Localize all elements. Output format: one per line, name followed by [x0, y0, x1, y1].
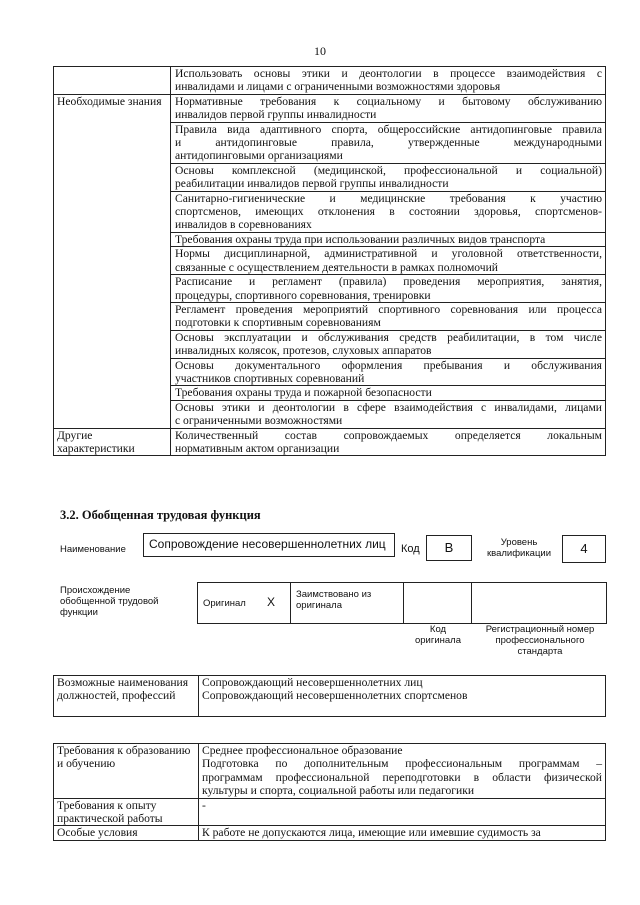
content-line: Нормы дисциплинарной, административной и уголовной ответственности, — [175, 247, 602, 261]
content-line: Количественный состав сопровождаемых определяется локальным — [175, 428, 602, 442]
content-line: культуры и спорта, социальной работы или педагогики — [202, 784, 475, 798]
origin-divider-2 — [403, 582, 404, 623]
content-line: Основы эксплуатации и обслуживания средств реабилитации, в том числе — [175, 330, 602, 344]
titles-values — [199, 676, 606, 717]
content-line: и антидопинговые правила, утвержденные международными — [175, 136, 602, 150]
row-content — [171, 232, 606, 246]
content-line: спортсменов, имеющих отклонения в состоянии здоровья, спортсменов- — [175, 205, 602, 219]
origin-label: Происхождение обобщенной трудовой функции — [60, 585, 159, 618]
row-content — [171, 122, 606, 163]
content-line: Среднее профессиональное образование — [202, 744, 403, 757]
content-line: Расписание и регламент (правила) проведения мероприятия, занятия, — [175, 275, 602, 289]
table-row — [54, 428, 606, 456]
content-line: Основы комплексной (медицинской, профессиональной и социальной) — [175, 163, 602, 177]
content-line: инвалидами и лицами с ограниченными возможностями здоровья — [175, 80, 501, 94]
row-content — [171, 67, 606, 95]
row-label: Требования к опыту практической работы — [54, 798, 199, 826]
row-content — [171, 163, 606, 191]
row-content — [199, 744, 606, 799]
row-content — [171, 302, 606, 330]
borrowed-label: Заимствовано из оригинала — [296, 589, 372, 611]
content-line: программам профессиональной переподготовки в области физической — [202, 770, 602, 784]
table-row — [54, 67, 606, 95]
content-line: инвалидных колясок, протезов, слуховых аппаратов — [175, 344, 432, 358]
code-label: Код — [401, 543, 420, 555]
row-content — [171, 358, 606, 386]
content-line: Основы документального оформления пребывания и обслуживания — [175, 358, 602, 372]
row-content — [199, 826, 606, 840]
row-content — [171, 191, 606, 232]
code-value: B — [444, 540, 454, 555]
row-label: Другие характеристики — [54, 428, 171, 456]
knowledge-table — [53, 66, 606, 456]
code-box — [426, 535, 472, 561]
level-label: Уровень квалификации — [486, 537, 552, 559]
content-line: антидопинговыми организациями — [175, 149, 343, 163]
origin-box — [197, 582, 607, 624]
content-line: Требования охраны труда и пожарной безопасности — [175, 386, 432, 400]
content-line: участников спортивных соревнований — [175, 371, 365, 385]
name-value: Сопровождение несовершеннолетних лиц — [149, 537, 386, 551]
origin-divider-1 — [290, 582, 291, 623]
code-caption: Код оригинала — [414, 624, 461, 646]
origin-divider-3 — [471, 582, 472, 623]
title-item: Сопровождающий несовершеннолетних спортсменов — [202, 689, 468, 703]
content-line: Требования охраны труда при использовании различных видов транспорта — [175, 232, 546, 246]
content-line: с ограниченными возможностями — [175, 414, 343, 428]
level-box — [562, 535, 606, 563]
row-content — [171, 330, 606, 358]
name-box — [143, 533, 395, 557]
content-line: инвалидов первой группы инвалидности — [175, 108, 377, 122]
content-line: Основы этики и деонтологии в сфере взаимодействия с инвалидами, лицами — [175, 400, 602, 414]
row-label: Требования к образованию и обучению — [54, 744, 199, 799]
table-row — [54, 744, 606, 799]
content-line: Регламент проведения мероприятий спортивного соревнования или процесса — [175, 302, 602, 316]
row-content — [171, 386, 606, 400]
page-number: 10 — [314, 44, 326, 58]
row-label: Особые условия — [54, 826, 199, 840]
section-title: 3.2. Обобщенная трудовая функция — [60, 508, 261, 522]
row-content — [199, 798, 606, 826]
content-line: Подготовка по дополнительным профессиональным программам – — [202, 757, 602, 771]
titles-table — [53, 675, 606, 717]
row-content — [171, 400, 606, 428]
original-label: Оригинал — [203, 598, 246, 609]
row-content — [171, 275, 606, 303]
content-line: К работе не допускаются лица, имеющие или имевшие судимость за — [202, 826, 541, 840]
titles-label: Возможные наименования должностей, профессий — [54, 676, 199, 717]
table-row — [54, 798, 606, 826]
row-content — [171, 428, 606, 456]
requirements-table — [53, 743, 606, 841]
row-label — [54, 67, 171, 95]
content-line: Правила вида адаптивного спорта, общероссийские антидопинговые правила — [175, 122, 602, 136]
content-line: Использовать основы этики и деонтологии в процессе взаимодействия с — [175, 67, 602, 80]
reg-caption: Регистрационный номер профессионального стандарта — [485, 624, 595, 657]
level-value: 4 — [580, 541, 588, 556]
table-row — [54, 94, 606, 122]
content-line: связанные с осуществлением деятельности в рамках полномочий — [175, 260, 499, 274]
row-label: Необходимые знания — [54, 94, 171, 428]
content-line: процедуры, спортивного соревнования, тренировки — [175, 288, 431, 302]
name-label: Наименование — [60, 544, 126, 555]
content-line: - — [202, 798, 206, 812]
row-content — [171, 94, 606, 122]
content-line: Нормативные требования к социальному и бытовому обслуживанию — [175, 94, 602, 108]
table-row — [54, 826, 606, 840]
content-line: подготовки к спортивным соревнованиям — [175, 316, 381, 330]
content-line: реабилитации инвалидов первой группы инвалидности — [175, 177, 449, 191]
title-item: Сопровождающий несовершеннолетних лиц — [202, 676, 423, 689]
content-line: инвалидов в соревнованиях — [175, 218, 312, 232]
original-mark: X — [267, 595, 276, 609]
content-line: Санитарно-гигиенические и медицинские требования к участию — [175, 191, 602, 205]
content-line: нормативным актом организации — [175, 441, 340, 455]
row-content — [171, 247, 606, 275]
